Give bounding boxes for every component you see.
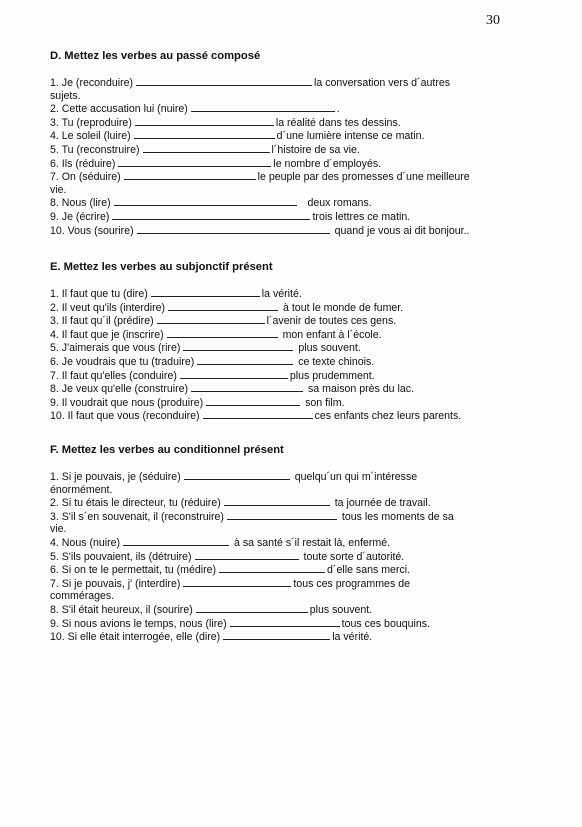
item-continuation: ces enfants chez leurs parents. [314,410,462,423]
item-prompt: 10. Si elle était interrogée, elle (dire) [50,631,221,644]
item-continuation: la vérité. [261,288,302,300]
item-prompt: 4. Il faut que je (inscrire) [50,328,164,341]
answer-blank[interactable] [124,170,256,180]
item-prompt: 5. J'aimerais que vous (rire) [50,342,181,355]
answer-blank[interactable] [167,328,278,338]
section-subjonctif [50,261,520,423]
answer-blank[interactable] [134,129,275,139]
answer-blank[interactable] [230,617,340,627]
item-continuation: tous ces programmes de [293,577,410,590]
item-continuation: le nombre d´employés. [273,157,382,170]
item-continuation: toute sorte d´autorité. [303,550,405,563]
item-prompt: 5. Tu (reconstruire) [50,143,140,156]
section-title: D. Mettez les verbes au passé composé [50,50,261,62]
answer-blank[interactable] [197,355,293,365]
item-prompt: 1. Il faut que tu (dire) [50,288,148,300]
exercise-item [50,577,520,591]
item-prompt: 1. Je (reconduire) [50,77,134,89]
exercise-item [50,396,520,410]
exercise-item [50,170,520,184]
item-continuation: plus souvent. [298,342,361,355]
answer-blank[interactable] [206,396,300,406]
exercise-item-wrap: sujets. [50,89,81,102]
item-continuation: ta journée de travail. [334,497,431,510]
item-prompt: 3. Il faut qu´il (prédire) [50,315,154,328]
answer-blank[interactable] [168,301,278,311]
answer-blank[interactable] [195,550,299,560]
exercise-item [50,129,520,143]
item-continuation: l´histoire de sa vie. [271,143,360,156]
item-prompt: 9. Je (écrire) [50,210,110,223]
item-continuation: sa maison près du lac. [308,383,414,396]
exercise-item [50,314,520,328]
answer-blank[interactable] [114,196,297,206]
exercise-item [50,382,520,396]
item-prompt: 3. S'il s´en souvenait, il (reconstruire) [50,510,224,523]
answer-blank[interactable] [123,536,229,546]
item-prompt: 8. S'il était heureux, il (sourire) [50,603,193,616]
exercise-item [50,409,520,423]
item-prompt: 2. Il veut qu'ils (interdire) [50,301,166,314]
exercise-item [50,536,520,550]
section-title: F. Mettez les verbes au conditionnel présent [50,444,284,456]
answer-blank[interactable] [183,341,293,351]
answer-blank[interactable] [118,157,271,167]
item-prompt: 4. Le soleil (luire) [50,130,131,143]
exercise-item [50,210,520,224]
answer-blank[interactable] [219,563,325,573]
page-number: 30 [486,13,500,28]
item-continuation: deux romans. [307,197,372,210]
exercise-item [50,76,520,90]
exercise-item-wrap: vie. [50,523,67,536]
item-prompt: 3. Tu (reproduire) [50,116,132,129]
exercise-item [50,563,520,577]
exercise-item [50,224,520,238]
item-continuation: tous ces bouquins. [341,617,430,630]
item-continuation: quelqu´un qui m´intéresse [294,471,418,483]
item-prompt: 8. Nous (lire) [50,197,111,210]
answer-blank[interactable] [136,76,312,86]
exercise-item [50,287,520,301]
exercise-item [50,102,520,116]
item-prompt: 6. Ils (réduire) [50,157,116,170]
item-continuation: à sa santé s´il restait là, enfermé. [234,536,391,549]
answer-blank[interactable] [191,102,335,112]
item-continuation: ce texte chinois. [298,355,375,368]
item-prompt: 10. Vous (sourire) [50,224,134,237]
item-prompt: 2. Si tu étais le directeur, tu (réduire) [50,497,221,510]
exercise-item [50,510,520,524]
answer-blank[interactable] [183,577,291,587]
exercise-item [50,617,520,631]
exercise-item [50,143,520,157]
answer-blank[interactable] [223,630,330,640]
item-prompt: 9. Il voudrait que nous (produire) [50,396,204,409]
item-prompt: 10. Il faut que vous (reconduire) [50,410,200,423]
exercise-item [50,369,520,383]
item-continuation: plus prudemment. [289,369,375,382]
item-continuation: le peuple par des promesses d´une meilleure [257,171,470,184]
item-prompt: 1. Si je pouvais, je (séduire) [50,471,181,483]
exercise-item [50,470,520,484]
item-prompt: 7. On (séduire) [50,171,121,184]
exercise-item [50,116,520,130]
answer-blank[interactable] [180,369,288,379]
section-title: E. Mettez les verbes au subjonctif présent [50,261,273,273]
answer-blank[interactable] [157,314,265,324]
answer-blank[interactable] [196,603,308,613]
item-prompt: 5. S'ils pouvaient, ils (détruire) [50,550,192,563]
item-prompt: 7. Il faut qu'elles (conduire) [50,369,177,382]
item-continuation: mon enfant à l´école. [282,328,382,341]
item-continuation: son film. [305,396,345,409]
answer-blank[interactable] [151,287,260,297]
item-prompt: 8. Je veux qu'elle (construire) [50,383,189,396]
item-continuation: quand je vous ai dit bonjour.. [334,224,470,237]
exercise-item-wrap: énormément. [50,483,113,496]
item-prompt: 2. Cette accusation lui (nuire) [50,103,188,116]
answer-blank[interactable] [137,224,330,234]
exercise-item [50,496,520,510]
answer-blank[interactable] [191,382,303,392]
exercise-item [50,355,520,369]
item-continuation: la conversation vers d´autres [314,77,451,89]
item-continuation: . [336,103,340,116]
item-continuation: tous les moments de sa [341,510,454,523]
exercise-item [50,157,520,171]
item-continuation: à tout le monde de fumer. [283,301,404,314]
item-continuation: trois lettres ce matin. [312,210,411,223]
answer-blank[interactable] [184,470,290,480]
answer-blank[interactable] [224,496,330,506]
answer-blank[interactable] [227,510,337,520]
item-prompt: 6. Si on te le permettait, tu (médire) [50,564,217,577]
item-continuation: l´avenir de toutes ces gens. [266,315,397,328]
exercise-item [50,550,520,564]
section-conditionnel [50,444,520,644]
answer-blank[interactable] [135,116,274,126]
exercise-item-wrap: vie. [50,183,67,196]
exercise-item [50,301,520,315]
item-prompt: 9. Si nous avions le temps, nous (lire) [50,617,227,630]
item-continuation: la réalité dans tes dessins. [275,116,401,129]
answer-blank[interactable] [143,143,270,153]
item-continuation: plus souvent. [309,603,373,616]
answer-blank[interactable] [203,409,313,419]
item-continuation: la vérité. [332,631,373,644]
item-continuation: d´une lumière intense ce matin. [276,130,425,143]
exercise-item-wrap: commérages. [50,590,115,603]
item-prompt: 4. Nous (nuire) [50,536,121,549]
item-prompt: 6. Je voudrais que tu (traduire) [50,355,195,368]
exercise-item [50,603,520,617]
exercise-item [50,341,520,355]
item-continuation: d´elle sans merci. [327,564,411,577]
item-prompt: 7. Si je pouvais, j' (interdire) [50,577,181,590]
section-passe-compose [50,50,520,237]
exercise-item [50,328,520,342]
answer-blank[interactable] [112,210,310,220]
exercise-item [50,630,520,644]
exercise-item [50,196,520,210]
